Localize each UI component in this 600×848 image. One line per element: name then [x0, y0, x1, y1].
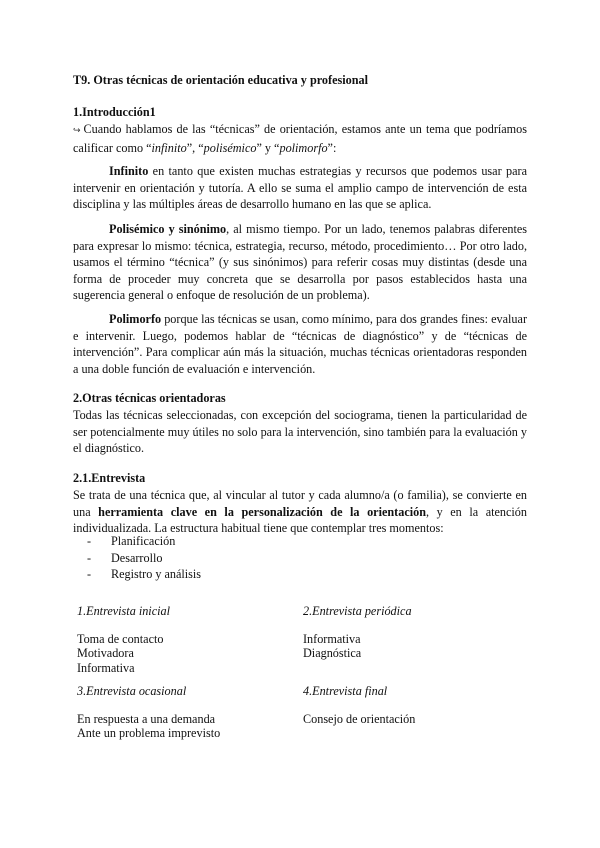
interview-type-final [303, 683, 523, 725]
intro-paragraph-infinito: Infinito en tanto que existen muchas estrategias y recursos que podemos usar para intervenir en orientación y tutoría. A ello se suma el amplio campo de intervención de esta disciplina y las múltiples áreas de desarrollo humano en las que se aplica. [73, 164, 527, 212]
interview-type-title: 1.Entrevista inicial [77, 604, 170, 618]
arrow-right-icon: ↪ [73, 126, 81, 136]
interview-type-line: Toma de contacto [77, 631, 164, 646]
interview-type-line: Ante un problema imprevisto [77, 726, 221, 741]
interview-type-line: Informativa [77, 660, 135, 675]
section21-heading: 2.1.Entrevista [73, 471, 146, 485]
intro-heading: 1.Introducción1 [73, 105, 156, 119]
interview-type-line: Informativa [303, 631, 361, 646]
interview-type-title: 3.Entrevista ocasional [77, 684, 187, 698]
intro-paragraph-polimorfo: Polimorfo porque las técnicas se usan, como mínimo, para dos grandes fines: evaluar e intervenir. Luego, podemos hablar de “técnicas de diagnóstico” y de “técnicas de intervención”. Para complicar aún más la situación, muchas técnicas orientadoras responden a una doble función de evaluación e intervención. [73, 312, 527, 376]
interview-type-line: Diagnóstica [303, 646, 362, 661]
interview-type-line: En respuesta a una demanda [77, 711, 216, 726]
list-item: - Desarrollo [87, 550, 473, 567]
list-item: - Planificación [87, 533, 473, 550]
document-title: T9. Otras técnicas de orientación educativa y profesional [73, 73, 368, 87]
interview-type-title: 2.Entrevista periódica [303, 604, 412, 618]
interview-type-periodic [303, 603, 523, 660]
intro-lead: ↪ Cuando hablamos de las “técnicas” de orientación, estamos ante un tema que podríamos calificar como “infinito”, “polisémico” y “polimorfo”: [73, 122, 527, 155]
interview-type-title: 4.Entrevista final [303, 684, 388, 698]
section21-text: Se trata de una técnica que, al vincular al tutor y cada alumno/a (o familia), se convierte en una herramienta clave en la personalización de la orientación, y en la atención individualizada. La estructura habitual tiene que contemplar tres momentos: [73, 488, 527, 536]
interview-type-initial [77, 603, 287, 674]
section2-text: Todas las técnicas seleccionadas, con excepción del sociograma, tienen la particularidad de ser potencialmente muy útiles no solo para la intervención, sino también para la evaluación y el diagnóstico. [73, 408, 527, 456]
interview-type-line: Motivadora [77, 646, 134, 661]
interview-type-occasional [77, 683, 287, 740]
section2-heading: 2.Otras técnicas orientadoras [73, 391, 226, 405]
interview-type-line: Consejo de orientación [303, 711, 416, 726]
list-item: - Registro y análisis [87, 566, 473, 583]
intro-paragraph-polisemico: Polisémico y sinónimo, al mismo tiempo. Por un lado, tenemos palabras diferentes para expresar lo mismo: técnica, estrategia, recurso, método, procedimiento… Por otro lado, usamos el término “técnica” (y sus sinónimos) para referir cosas muy distintas (desde una forma de proceder muy concreta que se desarrolla por pasos establecidos hasta una sugerencia general o enfoque de resolución de un problema). [73, 222, 527, 303]
moments-list [73, 533, 473, 583]
